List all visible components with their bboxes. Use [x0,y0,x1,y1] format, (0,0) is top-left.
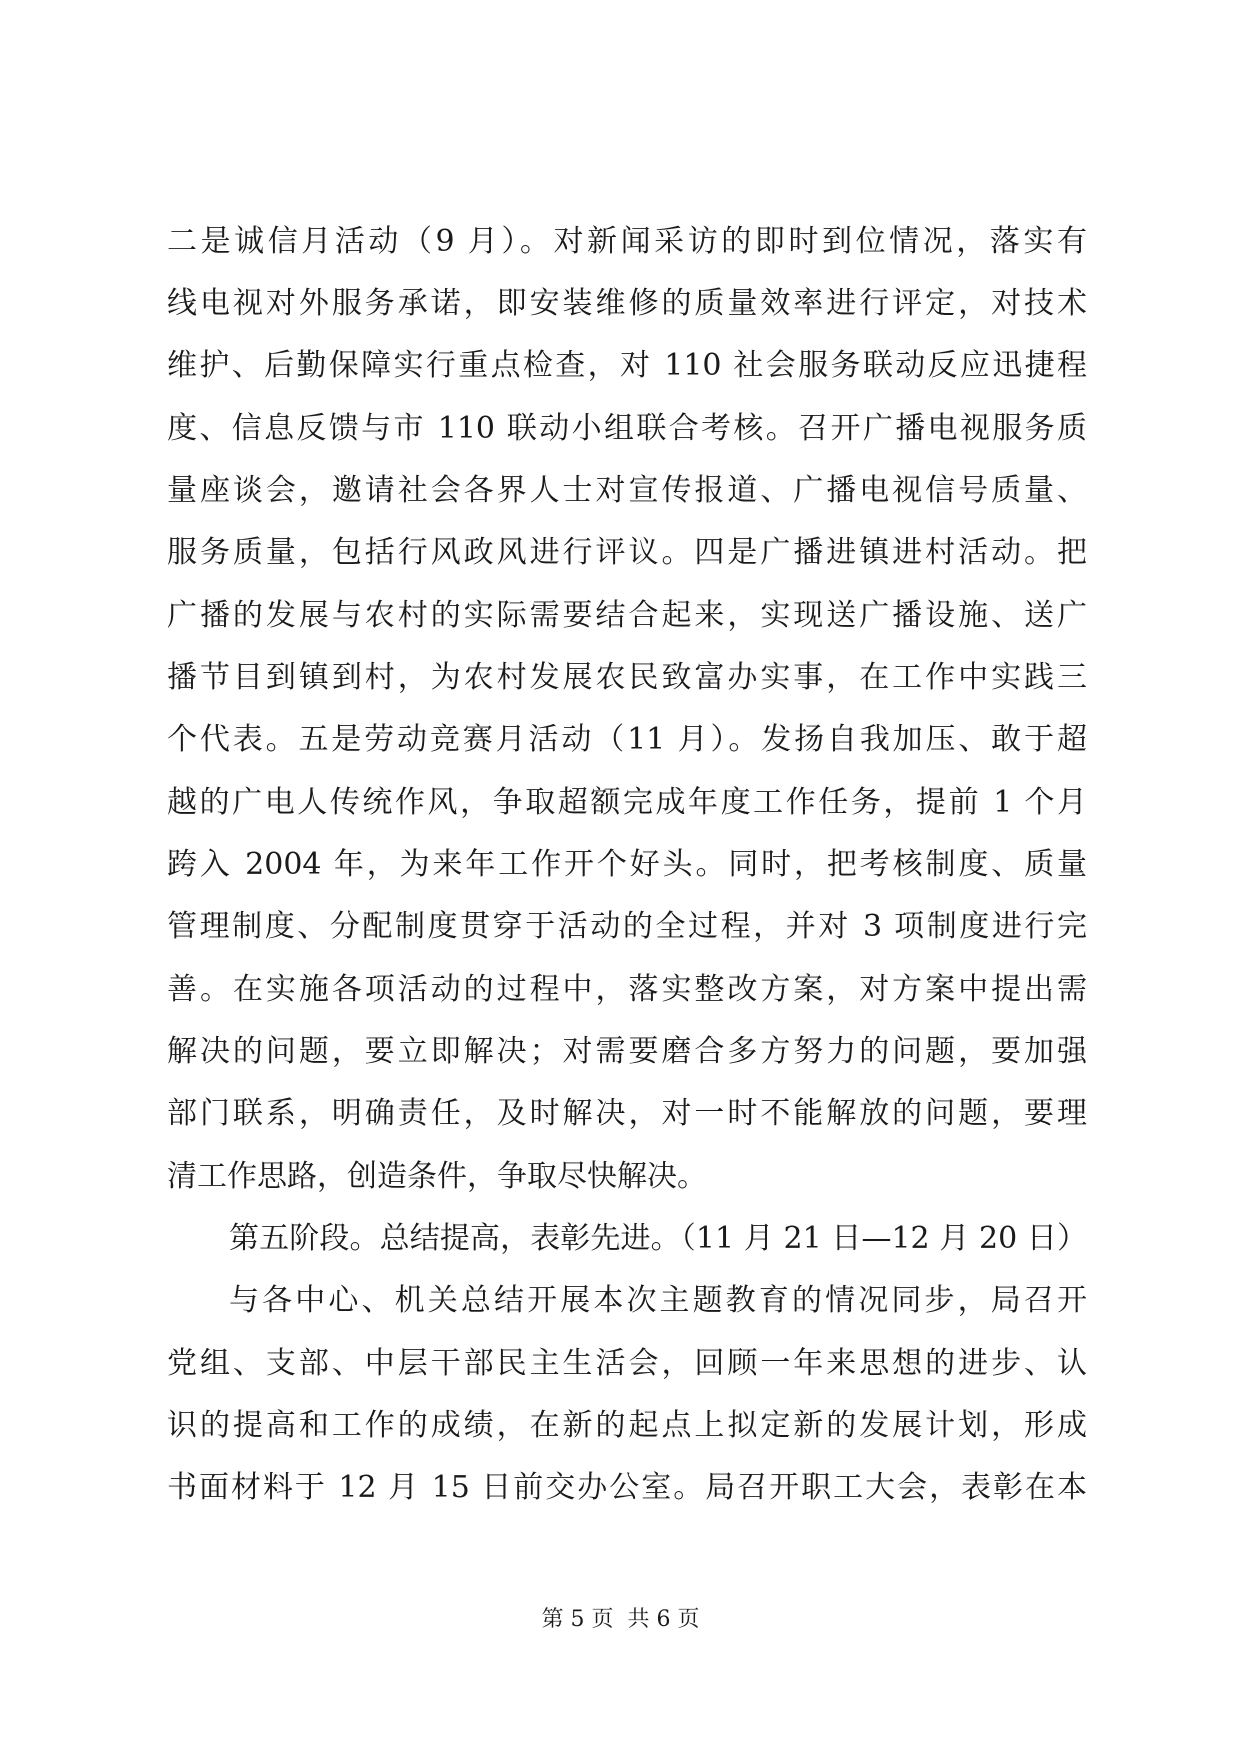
paragraph-end-line: 清工作思路，创造条件，争取尽快解决。 [167,1159,707,1194]
body-text-line: 部门联系，明确责任，及时解决，对一时不能解放的问题，要理 [167,1096,1087,1131]
page-footer [0,1605,1241,1635]
body-text-line: 二是诚信月活动（9 月）。对新闻采访的即时到位情况，落实有 [167,224,1087,259]
paragraph-first-line: 与各中心、机关总结开展本次主题教育的情况同步，局召开 [229,1283,1087,1318]
page-number: 第 5 页 [541,1607,614,1632]
body-text-line: 善。在实施各项活动的过程中，落实整改方案，对方案中提出需 [167,972,1087,1007]
body-text-line: 解决的问题，要立即解决；对需要磨合多方努力的问题，要加强 [167,1034,1087,1069]
section-heading: 第五阶段。总结提高，表彰先进。（11 月 21 日—12 月 20 日） [229,1221,1087,1256]
body-text-line: 服务质量，包括行风政风进行评议。四是广播进镇进村活动。把 [167,535,1087,570]
body-text-line: 个代表。五是劳动竞赛月活动（11 月）。发扬自我加压、敢于超 [167,722,1087,757]
body-text-line: 跨入 2004 年，为来年工作开个好头。同时，把考核制度、质量 [167,847,1087,882]
body-text-line: 书面材料于 12 月 15 日前交办公室。局召开职工大会，表彰在本 [167,1470,1087,1505]
body-text-line: 管理制度、分配制度贯穿于活动的全过程，并对 3 项制度进行完 [167,909,1087,944]
body-text-line: 越的广电人传统作风，争取超额完成年度工作任务，提前 1 个月 [167,785,1087,820]
body-text-line: 党组、支部、中层干部民主生活会，回顾一年来思想的进步、认 [167,1346,1087,1381]
body-text-line: 度、信息反馈与市 110 联动小组联合考核。召开广播电视服务质 [167,411,1087,446]
body-text-line: 播节目到镇到村，为农村发展农民致富办实事，在工作中实践三 [167,660,1087,695]
body-text-line: 量座谈会，邀请社会各界人士对宣传报道、广播电视信号质量、 [167,473,1087,508]
body-text-line: 识的提高和工作的成绩，在新的起点上拟定新的发展计划，形成 [167,1408,1087,1443]
body-text-line: 维护、后勤保障实行重点检查，对 110 社会服务联动反应迅捷程 [167,348,1087,383]
page-total: 共 6 页 [627,1607,700,1632]
body-text-line: 线电视对外服务承诺，即安装维修的质量效率进行评定，对技术 [167,286,1087,321]
body-text-line: 广播的发展与农村的实际需要结合起来，实现送广播设施、送广 [167,598,1087,633]
